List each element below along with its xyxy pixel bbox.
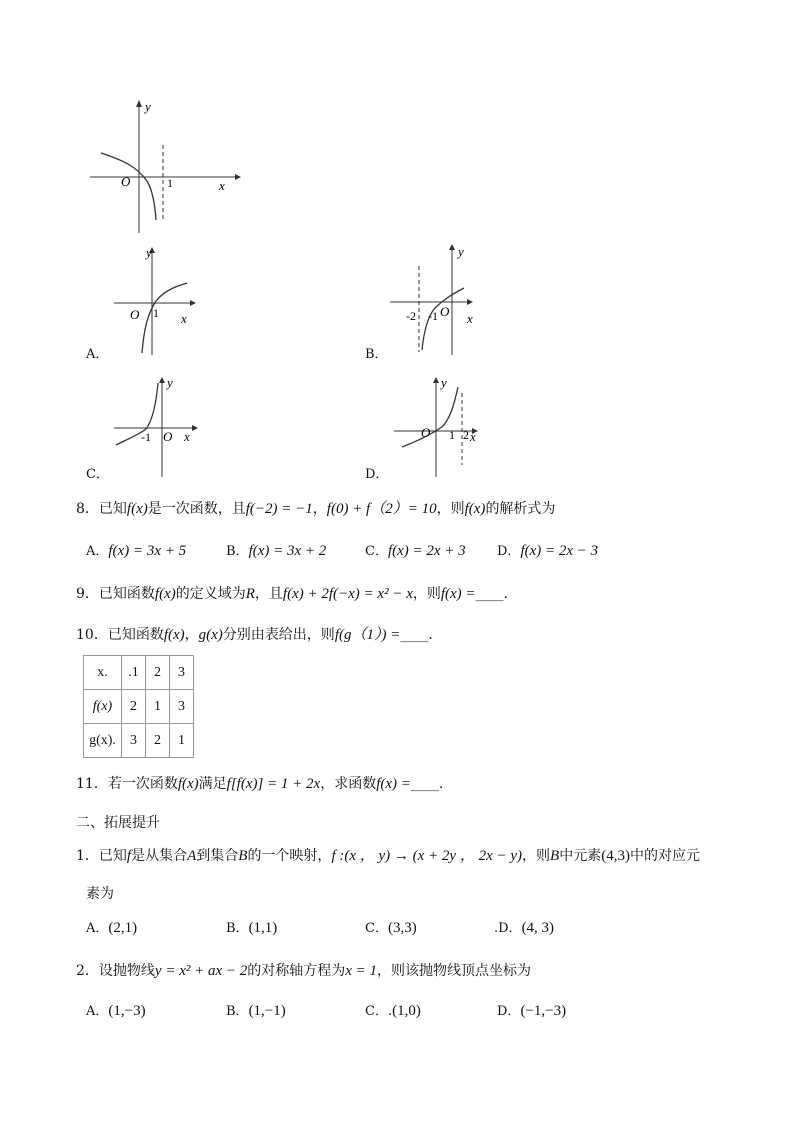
svg-text:-2: -2 xyxy=(406,309,416,323)
p1-option-b[interactable]: B．(1,1) xyxy=(226,920,278,936)
graph-a xyxy=(110,243,200,358)
svg-text:y: y xyxy=(146,245,152,260)
svg-text:x: x xyxy=(181,311,187,326)
p2-option-b[interactable]: B．(1,−1) xyxy=(226,1003,286,1019)
p1-stem: 1．已知f是从集合A到集合B的一个映射，f :(x ， y) → (x + 2y ， 2x − y)，则B中元素(4,3)中的对应元 xyxy=(76,848,700,864)
main-graph xyxy=(85,95,245,240)
svg-text:x: x xyxy=(467,311,473,326)
table-row: g(x). 3 2 1 xyxy=(84,724,194,758)
svg-text:O: O xyxy=(130,307,140,322)
svg-text:O: O xyxy=(421,425,431,440)
q8-option-c[interactable]: C．f(x) = 2x + 3 xyxy=(365,543,466,559)
graph-c xyxy=(110,373,210,483)
svg-text:O: O xyxy=(440,304,450,319)
svg-text:x: x xyxy=(184,429,190,444)
graph-d xyxy=(390,373,490,483)
p1-stem-line2: 素为 xyxy=(86,886,114,902)
q8-option-d[interactable]: D．f(x) = 2x − 3 xyxy=(497,543,599,559)
p2-option-c[interactable]: C．.(1,0) xyxy=(365,1003,421,1019)
curve-c xyxy=(116,383,158,445)
table-row: x. .1 2 3 xyxy=(84,656,194,690)
graph-b-label: B． xyxy=(365,347,388,362)
graph-c-label: C． xyxy=(86,467,109,482)
svg-text:1: 1 xyxy=(153,306,159,320)
q11-stem: 11．若一次函数f(x)满足f[f(x)] = 1 + 2x，求函数f(x) =____. xyxy=(76,776,444,792)
x-arrow xyxy=(235,174,241,180)
svg-text:y: y xyxy=(441,375,447,390)
q10-answer-blank[interactable]: ____ xyxy=(400,627,429,643)
graph-a-label: A． xyxy=(86,347,109,362)
graph-d-label: D． xyxy=(365,467,389,482)
q8-option-b[interactable]: B．f(x) = 3x + 2 xyxy=(226,543,327,559)
section-title: 二、拓展提升 xyxy=(76,815,160,831)
svg-text:-1: -1 xyxy=(428,309,438,323)
y-label: y xyxy=(145,99,151,114)
svg-text:1: 1 xyxy=(449,428,455,442)
q8-stem: 8．已知f(x)是一次函数，且f(−2) = −1，f(0) + f（2）= 10，则f(x)的解析式为 xyxy=(76,501,556,517)
q10-value-table xyxy=(83,655,194,758)
p1-option-a[interactable]: A．(2,1) xyxy=(86,920,138,936)
tick-1-label: 1 xyxy=(167,176,173,190)
svg-text:2: 2 xyxy=(463,428,469,442)
table-row: f(x) 2 1 3 xyxy=(84,690,194,724)
q11-answer-blank[interactable]: ____ xyxy=(410,776,439,792)
y-arrow xyxy=(136,100,142,107)
graph-b xyxy=(385,240,485,358)
x-label: x xyxy=(219,178,225,193)
q10-stem: 10．已知函数f(x)，g(x)分别由表给出，则f(g（1）) =____. xyxy=(76,627,433,643)
q9-stem: 9．已知函数f(x)的定义域为R，且f(x) + 2f(−x) = x² − x，则f(x) =____. xyxy=(76,586,508,602)
svg-text:O: O xyxy=(163,429,173,444)
svg-text:x: x xyxy=(470,429,476,444)
origin-label: O xyxy=(121,174,131,189)
svg-text:-1: -1 xyxy=(141,430,151,444)
p2-option-a[interactable]: A．(1,−3) xyxy=(86,1003,146,1019)
p2-option-d[interactable]: D．(−1,−3) xyxy=(497,1003,567,1019)
svg-text:y: y xyxy=(167,375,173,390)
q9-answer-blank[interactable]: ____ xyxy=(475,586,504,602)
p2-stem: 2．设抛物线y = x² + ax − 2的对称轴方程为x = 1，则该抛物线顶点坐标为 xyxy=(76,963,532,979)
p1-option-c[interactable]: C．(3,3) xyxy=(365,920,417,936)
p1-option-d[interactable]: .D．(4, 3) xyxy=(494,920,555,936)
svg-text:y: y xyxy=(458,244,464,259)
q8-option-a[interactable]: A．f(x) = 3x + 5 xyxy=(86,543,187,559)
